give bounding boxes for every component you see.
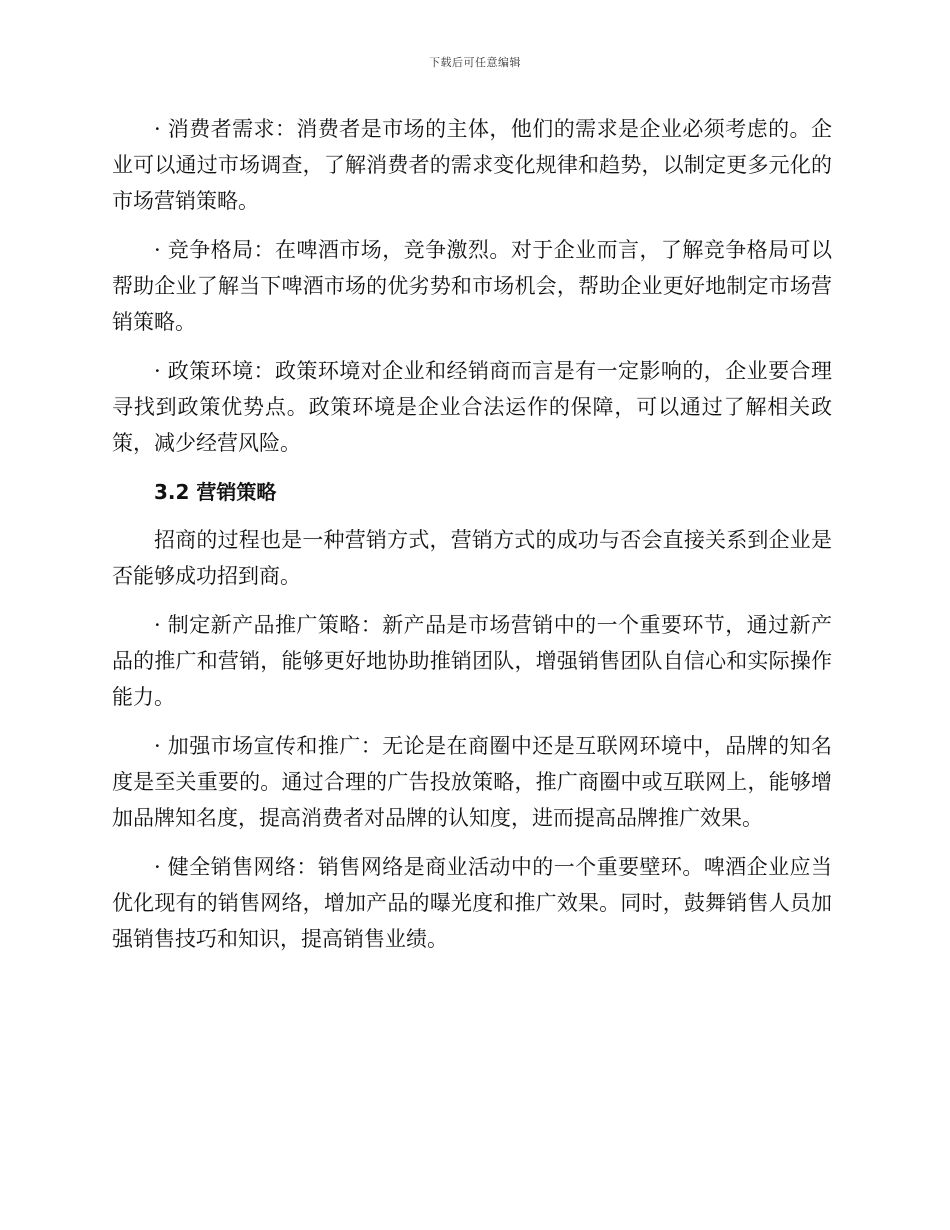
paragraph-competition: · 竞争格局：在啤酒市场，竞争激烈。对于企业而言，了解竞争格局可以帮助企业了解当下啤酒市场的优劣势和市场机会，帮助企业更好地制定市场营销策略。	[112, 238, 832, 334]
document-body	[112, 111, 832, 970]
section-heading: 3.2 营销策略	[154, 480, 277, 504]
paragraph-sales-network: · 健全销售网络：销售网络是商业活动中的一个重要壁环。啤酒企业应当优化现有的销售网络，增加产品的曝光度和推广效果。同时，鼓舞销售人员加强销售技巧和知识，提高销售业绩。	[112, 855, 832, 951]
paragraph-policy: · 政策环境：政策环境对企业和经销商而言是有一定影响的，企业要合理寻找到政策优势点。政策环境是企业合法运作的保障，可以通过了解相关政策，减少经营风险。	[112, 359, 832, 455]
paragraph-intro: 招商的过程也是一种营销方式，营销方式的成功与否会直接关系到企业是否能够成功招到商。	[112, 528, 832, 588]
paragraph-consumer-demand: · 消费者需求：消费者是市场的主体，他们的需求是企业必须考虑的。企业可以通过市场调查，了解消费者的需求变化规律和趋势，以制定更多元化的市场营销策略。	[112, 117, 832, 213]
page-header: 下载后可任意编辑	[429, 56, 521, 69]
paragraph-promotion: · 加强市场宣传和推广：无论是在商圈中还是互联网环境中，品牌的知名度是至关重要的。通过合理的广告投放策略，推广商圈中或互联网上，能够增加品牌知名度，提高消费者对品牌的认知度，进而提高品牌推广效果。	[112, 734, 832, 830]
paragraph-new-product: · 制定新产品推广策略：新产品是市场营销中的一个重要环节，通过新产品的推广和营销，能够更好地协助推销团队，增强销售团队自信心和实际操作能力。	[112, 613, 832, 709]
